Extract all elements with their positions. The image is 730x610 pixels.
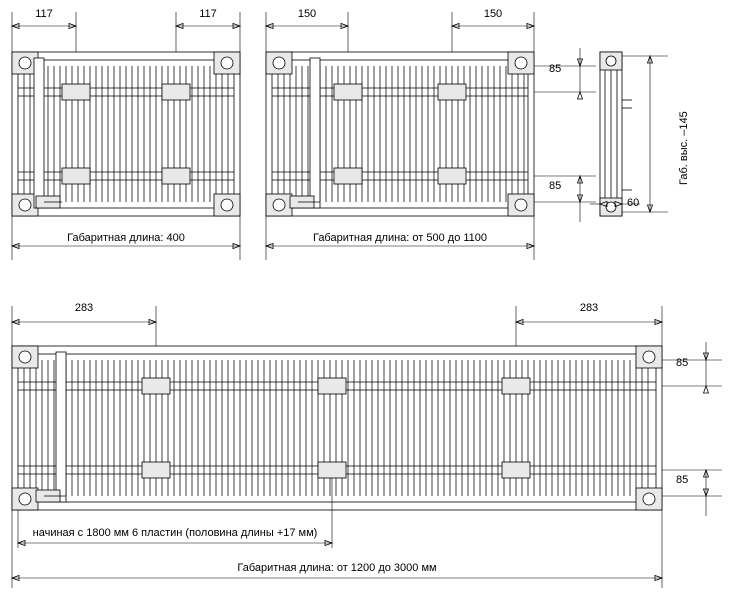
view-small-400 — [12, 12, 240, 260]
dim-label-view2-side-top: 85 — [549, 63, 562, 75]
note-plates: начиная с 1800 мм 6 пластин (половина длины +17 мм) — [32, 527, 318, 539]
view-section — [590, 52, 668, 216]
view-medium-500-1100 — [266, 12, 596, 260]
dim-label-section-height: Габ. выс. –145 — [678, 111, 690, 185]
dim-label-view1-bottom: Габаритная длина: 400 — [67, 232, 185, 244]
dim-label-view4-bottom: Габаритная длина: от 1200 до 3000 мм — [237, 562, 437, 574]
dim-label-view2-right: 150 — [483, 8, 503, 20]
dim-label-view4-left: 283 — [74, 302, 94, 314]
dim-label-view4-side-top: 85 — [676, 357, 689, 369]
dim-label-view2-bottom: Габаритная длина: от 500 до 1100 — [312, 232, 488, 244]
dim-label-view4-right: 283 — [579, 302, 599, 314]
dim-label-view1-left: 117 — [35, 8, 53, 20]
dim-label-view1-right: 117 — [199, 8, 217, 20]
dim-label-view2-side-bottom: 85 — [549, 180, 562, 192]
dim-label-section-depth: 60 — [627, 197, 640, 209]
view-long-1200-3000 — [12, 306, 722, 588]
dim-label-view4-side-bottom: 85 — [676, 474, 689, 486]
dim-label-view2-left: 150 — [297, 8, 317, 20]
